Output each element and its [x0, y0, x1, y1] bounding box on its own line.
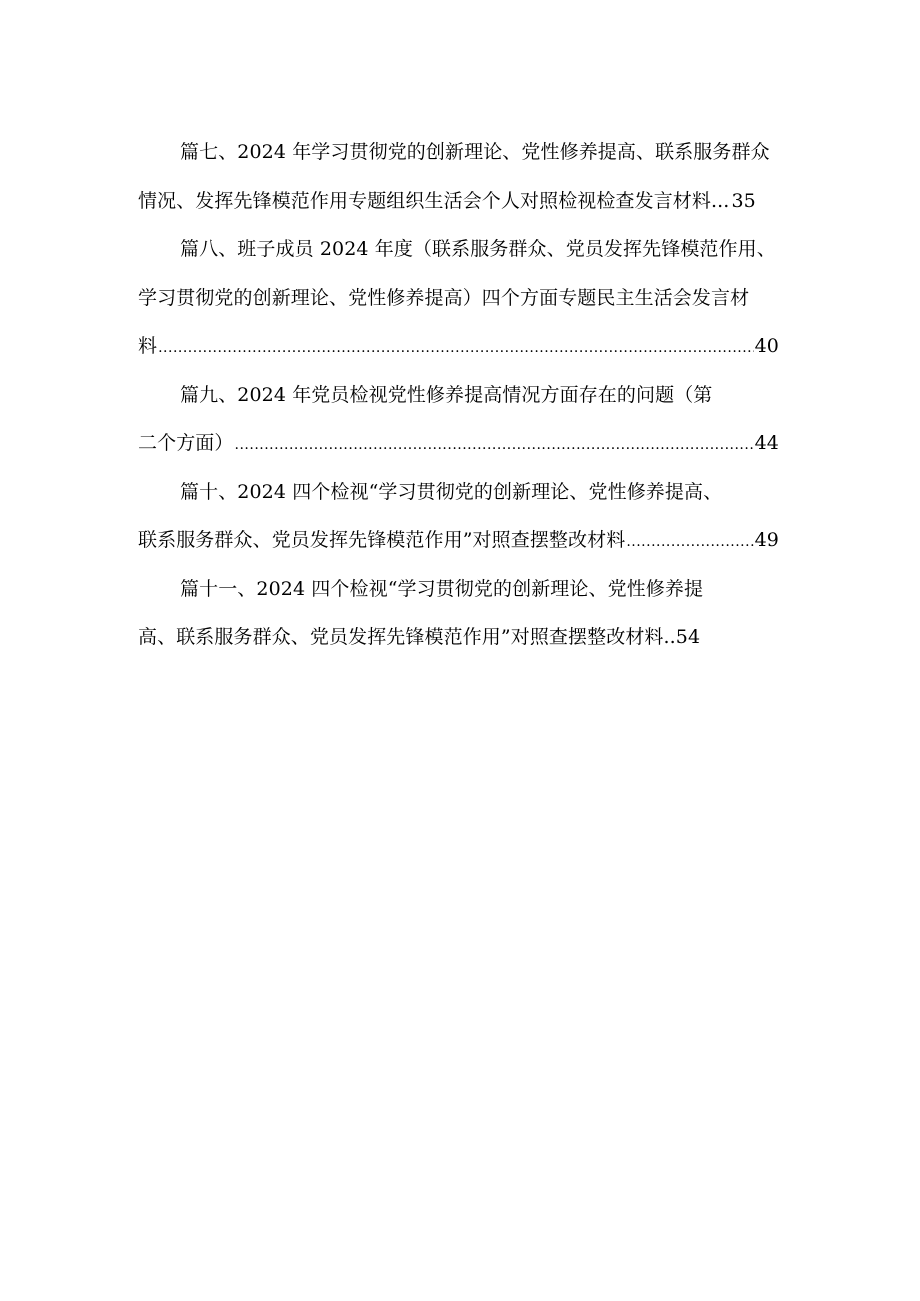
toc-entry-8-page: 40 — [754, 335, 779, 357]
toc-entry-8-line1[interactable]: 篇八、班子成员 2024 年度（联系服务群众、党员发挥先锋模范作用、 — [180, 238, 776, 260]
toc-entry-7-line1[interactable]: 篇七、2024 年学习贯彻党的创新理论、党性修养提高、联系服务群众 — [180, 141, 770, 163]
toc-entry-7-title-end: 情况、发挥先锋模范作用专题组织生活会个人对照检视检查发言材料 — [138, 189, 712, 212]
toc-entry-11-line1[interactable]: 篇十一、2024 四个检视“学习贯彻党的创新理论、党性修养提 — [180, 577, 704, 600]
toc-entry-9-page: 44 — [754, 432, 779, 454]
toc-entry-7-page: 35 — [731, 189, 756, 212]
toc-entry-11-line2[interactable] — [138, 613, 788, 662]
toc-entry-10-page: 49 — [754, 529, 779, 551]
toc-entry-11-dots: .. — [663, 626, 676, 648]
toc-entry-10-line2[interactable] — [138, 516, 779, 565]
toc-entry-10-leader-dots — [626, 518, 753, 567]
toc-entry-9-title-end: 二个方面） — [138, 432, 234, 454]
toc-entry-8-title-end: 料 — [138, 335, 158, 357]
toc-entry-7-dots: ... — [711, 189, 730, 212]
toc-entry-10-title-end: 联系服务群众、党员发挥先锋模范作用”对照查摆整改材料 — [138, 529, 626, 551]
toc-entry-8-line2[interactable]: 学习贯彻党的创新理论、党性修养提高）四个方面专题民主生活会发言材 — [138, 286, 750, 309]
toc-entry-8-leader-dots — [158, 324, 754, 373]
toc-entry-9-line1[interactable]: 篇九、2024 年党员检视党性修养提高情况方面存在的问题（第 — [180, 383, 713, 406]
table-of-contents — [138, 128, 788, 662]
toc-entry-8-line3[interactable] — [138, 322, 779, 371]
toc-entry-11-title-end: 高、联系服务群众、党员发挥先锋模范作用”对照查摆整改材料 — [138, 626, 664, 648]
toc-entry-9-line2[interactable] — [138, 419, 779, 468]
toc-entry-11-page: 54 — [675, 626, 701, 648]
toc-entry-7-line2[interactable] — [138, 177, 788, 226]
toc-entry-10-line1[interactable]: 篇十、2024 四个检视“学习贯彻党的创新理论、党性修养提高、 — [180, 480, 723, 503]
toc-entry-9-leader-dots — [235, 421, 754, 470]
